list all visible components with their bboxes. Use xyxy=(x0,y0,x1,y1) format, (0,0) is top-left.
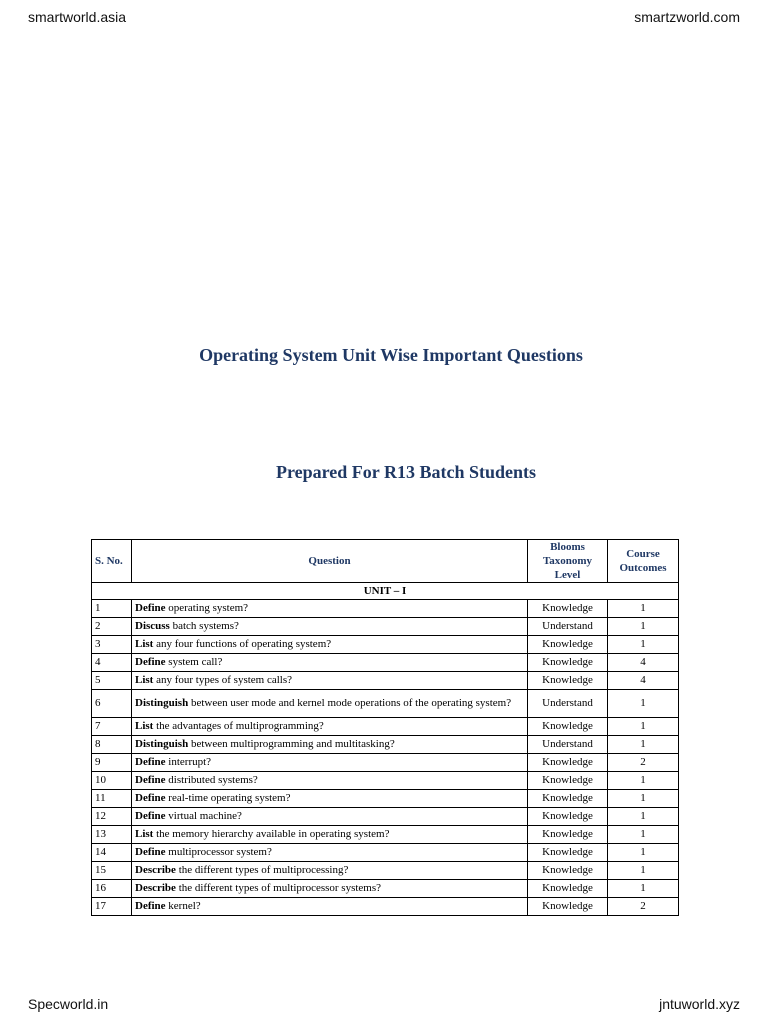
table-row xyxy=(92,844,679,862)
watermark-top-left: smartworld.asia xyxy=(28,9,127,25)
row-number: 3 xyxy=(92,636,132,654)
watermark-bottom-right: jntuworld.xyz xyxy=(659,996,740,1012)
row-number: 9 xyxy=(92,754,132,772)
question-text xyxy=(132,772,528,790)
row-number: 15 xyxy=(92,862,132,880)
blooms-level: Knowledge xyxy=(528,636,608,654)
question-body: any four types of system calls? xyxy=(153,674,293,686)
course-outcome: 1 xyxy=(608,600,679,618)
question-text xyxy=(132,618,528,636)
question-verb: Distinguish xyxy=(135,697,189,709)
unit-label: UNIT – I xyxy=(92,583,679,600)
row-number: 1 xyxy=(92,600,132,618)
blooms-level: Knowledge xyxy=(528,672,608,690)
table-row xyxy=(92,618,679,636)
blooms-level: Knowledge xyxy=(528,790,608,808)
question-body: the advantages of multiprogramming? xyxy=(153,720,324,732)
question-verb: Define xyxy=(135,846,166,858)
question-body: operating system? xyxy=(165,602,249,614)
blooms-level: Understand xyxy=(528,736,608,754)
blooms-level: Knowledge xyxy=(528,826,608,844)
row-number: 6 xyxy=(92,690,132,718)
table-row xyxy=(92,754,679,772)
table-row xyxy=(92,654,679,672)
row-number: 11 xyxy=(92,790,132,808)
course-outcome: 1 xyxy=(608,636,679,654)
question-text xyxy=(132,790,528,808)
blooms-level: Knowledge xyxy=(528,600,608,618)
question-body: the different types of multiprocessing? xyxy=(175,864,349,876)
question-verb: List xyxy=(135,638,154,650)
question-verb: List xyxy=(135,720,154,732)
question-text xyxy=(132,636,528,654)
question-text xyxy=(132,754,528,772)
course-outcome: 1 xyxy=(608,826,679,844)
course-outcome: 2 xyxy=(608,754,679,772)
blooms-level: Knowledge xyxy=(528,898,608,916)
question-verb: Define xyxy=(135,756,166,768)
course-outcome: 1 xyxy=(608,790,679,808)
table-row xyxy=(92,826,679,844)
question-body: multiprocessor system? xyxy=(165,846,272,858)
course-outcome: 4 xyxy=(608,672,679,690)
header-sno: S. No. xyxy=(92,540,132,583)
table-row xyxy=(92,880,679,898)
course-outcome: 1 xyxy=(608,844,679,862)
row-number: 10 xyxy=(92,772,132,790)
question-body: the different types of multiprocessor systems? xyxy=(175,882,382,894)
course-outcome: 2 xyxy=(608,898,679,916)
question-body: any four functions of operating system? xyxy=(153,638,332,650)
blooms-level: Knowledge xyxy=(528,808,608,826)
question-text xyxy=(132,690,528,718)
row-number: 14 xyxy=(92,844,132,862)
course-outcome: 1 xyxy=(608,718,679,736)
blooms-level: Knowledge xyxy=(528,654,608,672)
document-title: Operating System Unit Wise Important Questions xyxy=(199,345,583,365)
question-verb: Define xyxy=(135,900,166,912)
table-row xyxy=(92,862,679,880)
table-row xyxy=(92,808,679,826)
blooms-level: Knowledge xyxy=(528,862,608,880)
document-subtitle: Prepared For R13 Batch Students xyxy=(275,462,536,482)
question-verb: Define xyxy=(135,792,166,804)
row-number: 17 xyxy=(92,898,132,916)
question-text xyxy=(132,862,528,880)
unit-row xyxy=(92,583,679,600)
table-row xyxy=(92,772,679,790)
table-row xyxy=(92,718,679,736)
question-text xyxy=(132,844,528,862)
blooms-level: Knowledge xyxy=(528,754,608,772)
course-outcome: 1 xyxy=(608,772,679,790)
table-row xyxy=(92,600,679,618)
blooms-level: Understand xyxy=(528,690,608,718)
questions-table xyxy=(91,539,679,916)
question-verb: List xyxy=(135,674,154,686)
header-question: Question xyxy=(132,540,528,583)
course-outcome: 1 xyxy=(608,880,679,898)
question-body: the memory hierarchy available in operating system? xyxy=(153,828,390,840)
question-verb: Define xyxy=(135,774,166,786)
question-body: system call? xyxy=(165,656,223,668)
question-verb: List xyxy=(135,828,154,840)
question-text xyxy=(132,898,528,916)
question-text xyxy=(132,826,528,844)
question-text xyxy=(132,718,528,736)
question-verb: Describe xyxy=(135,882,176,894)
watermark-top-right: smartzworld.com xyxy=(634,9,740,25)
question-text xyxy=(132,736,528,754)
blooms-level: Knowledge xyxy=(528,880,608,898)
question-text xyxy=(132,600,528,618)
course-outcome: 1 xyxy=(608,736,679,754)
question-text xyxy=(132,672,528,690)
table-row xyxy=(92,636,679,654)
table-row xyxy=(92,736,679,754)
question-verb: Define xyxy=(135,602,166,614)
header-course-outcomes: Course Outcomes xyxy=(608,540,679,583)
question-text xyxy=(132,808,528,826)
question-body: virtual machine? xyxy=(165,810,242,822)
row-number: 16 xyxy=(92,880,132,898)
question-body: between multiprogramming and multitasking? xyxy=(188,738,395,750)
question-verb: Distinguish xyxy=(135,738,189,750)
question-body: distributed systems? xyxy=(165,774,258,786)
row-number: 4 xyxy=(92,654,132,672)
question-verb: Define xyxy=(135,656,166,668)
blooms-level: Understand xyxy=(528,618,608,636)
table-row xyxy=(92,690,679,718)
question-body: kernel? xyxy=(165,900,201,912)
row-number: 8 xyxy=(92,736,132,754)
question-text xyxy=(132,880,528,898)
blooms-level: Knowledge xyxy=(528,772,608,790)
question-verb: Describe xyxy=(135,864,176,876)
table-header-row xyxy=(92,540,679,583)
row-number: 13 xyxy=(92,826,132,844)
header-blooms: Blooms Taxonomy Level xyxy=(528,540,608,583)
question-text xyxy=(132,654,528,672)
table-row xyxy=(92,898,679,916)
question-verb: Define xyxy=(135,810,166,822)
blooms-level: Knowledge xyxy=(528,844,608,862)
table-row xyxy=(92,672,679,690)
course-outcome: 1 xyxy=(608,618,679,636)
blooms-level: Knowledge xyxy=(528,718,608,736)
table-row xyxy=(92,790,679,808)
row-number: 7 xyxy=(92,718,132,736)
question-body: between user mode and kernel mode operations of the operating system? xyxy=(188,697,512,709)
watermark-bottom-left: Specworld.in xyxy=(28,996,109,1012)
course-outcome: 1 xyxy=(608,690,679,718)
course-outcome: 1 xyxy=(608,808,679,826)
row-number: 5 xyxy=(92,672,132,690)
question-body: batch systems? xyxy=(169,620,239,632)
course-outcome: 1 xyxy=(608,862,679,880)
course-outcome: 4 xyxy=(608,654,679,672)
question-body: interrupt? xyxy=(165,756,212,768)
row-number: 12 xyxy=(92,808,132,826)
row-number: 2 xyxy=(92,618,132,636)
question-verb: Discuss xyxy=(135,620,170,632)
question-body: real-time operating system? xyxy=(165,792,291,804)
